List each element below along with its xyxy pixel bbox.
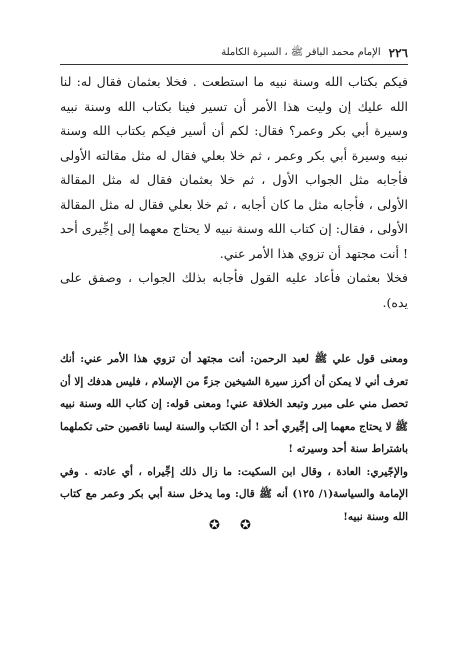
- running-title: الإمام محمد الباقر ﷺ ، السيرة الكاملة: [221, 47, 381, 58]
- main-text: [60, 70, 408, 315]
- body-closing-line: فخلا بعثمان فأعاد عليه القول فأجابه بذلك الجواب ، وصفق على يده).: [60, 270, 408, 310]
- commentary-notes: [60, 348, 408, 528]
- note-paragraph-1: ومعنى قول علي ﷺ لعبد الرحمن: أنت مجتهد أن تزوي هذا الأمر عني: أنك تعرف أني لا يمكن أن أكرز سيرة الشيخين جزءً من الإسلام ، فليس هدفك إلا أن تحصل مني على مبرر وتبعد الخلافة عني! ومعنى قوله: إن كتاب الله وسنة نبيه ﷺ لا يحتاج معهما إلى إجِّيري أحد ! أن الكتاب والسنة ليسا ناقصين حتى تكملهما باشتراط سنة أحد وسيرته !: [60, 353, 408, 455]
- body-paragraph: فيكم بكتاب الله وسنة نبيه ما استطعت . فخلا بعثمان فقال له: لنا الله عليك إن وليت هذا الأمر أن تسير فينا بكتاب الله وسنة نبيه وسيرة أبي بكر وعمر؟ فقال: لكم أن أسير فيكم بكتاب الله وسنة نبيه وسيرة أبي بكر وعمر ، ثم خلا بعلي فقال له مثل مقالته الأولى فأجابه مثل الجواب الأول ، ثم خلا بعثمان فقال له مثل المقالة الأولى ، فأجابه مثل ما كان أجابه ، ثم خلا بعلي فقال له مثل المقالة الأولى ، فقال: إن كتاب الله وسنة نبيه لا يحتاج معهما إلى إجِّيرى أحد ! أنت مجتهد أن تزوي هذا الأمر عني.: [60, 74, 408, 261]
- page-number: ٢٢٦: [388, 46, 408, 60]
- note-paragraph-2: والإجّيري: العادة ، وقال ابن السكيت: ما زال ذلك إجِّيراه ، أي عادته . وفي الإمامة والسياسة(١/ ١٢٥) أنه ﷺ قال: وما يدخل سنة أبي بكر وعمر مع كتاب الله وسنة نبيه!: [60, 465, 408, 523]
- ornament-icon: ✪ ✪: [209, 518, 259, 533]
- header-divider: [60, 64, 408, 65]
- page-header: [60, 44, 408, 62]
